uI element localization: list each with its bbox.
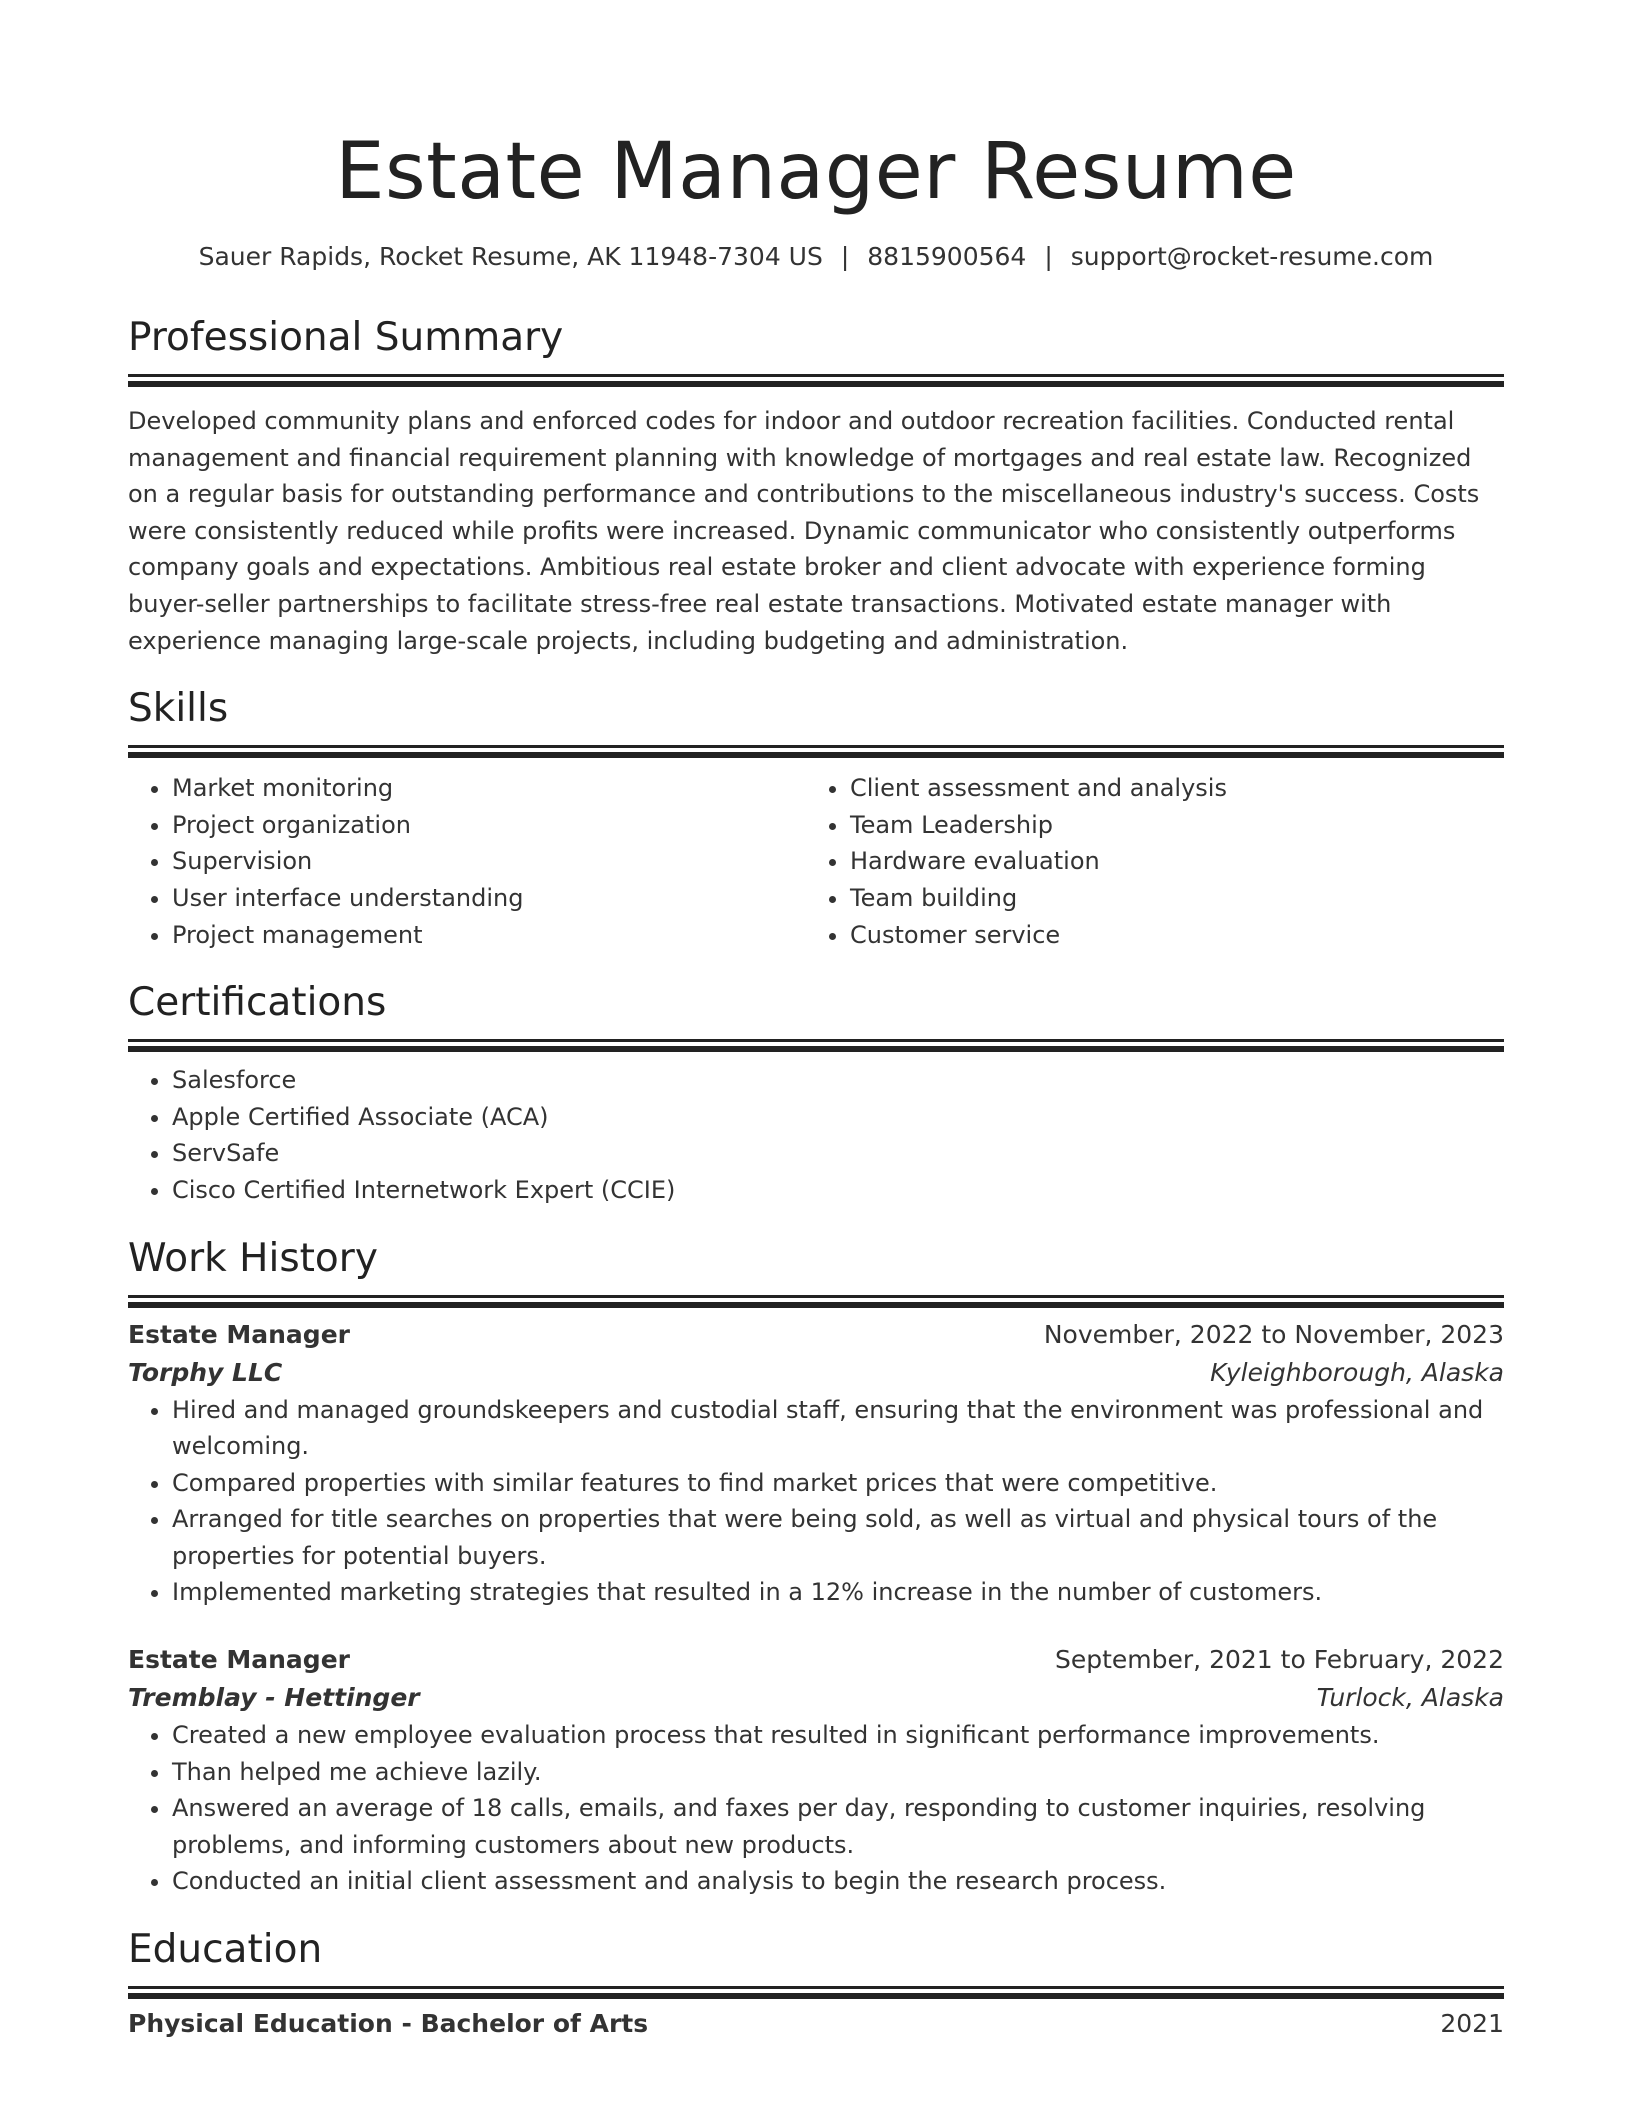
contact-phone: 8815900564 [867, 242, 1027, 271]
job-company: Torphy LLC [128, 1357, 283, 1387]
certification-item: • Salesforce [172, 1062, 1504, 1099]
skill-item: • Hardware evaluation [850, 843, 1484, 880]
job-duty: • Implemented marketing strategies that resulted in a 12% increase in the number of customers. [172, 1574, 1504, 1611]
skills-column-right [806, 770, 1484, 953]
section-title-certifications: Certifications [128, 980, 387, 1026]
section-divider [128, 1986, 1504, 1989]
job-title: Estate Manager [128, 1645, 350, 1675]
job-duties-list [128, 1717, 1504, 1900]
education-entry [128, 2005, 1504, 2043]
skill-item: • Market monitoring [172, 770, 806, 807]
skill-item: • User interface understanding [172, 880, 806, 917]
skills-grid [128, 770, 1504, 953]
section-title-skills: Skills [128, 686, 229, 732]
skills-section [128, 685, 1504, 953]
job-location: Kyleighborough, Alaska [1210, 1357, 1504, 1387]
job-duty: • Created a new employee evaluation process that resulted in significant performance improvements. [172, 1717, 1504, 1754]
education-section [128, 1926, 1504, 2043]
certification-item: • ServSafe [172, 1135, 1504, 1172]
job-dates: September, 2021 to February, 2022 [1055, 1645, 1504, 1675]
job-duties-list [128, 1392, 1504, 1612]
education-year: 2021 [1440, 2009, 1504, 2039]
skill-item: • Project organization [172, 807, 806, 844]
skill-item: • Team Leadership [850, 807, 1484, 844]
job-location: Turlock, Alaska [1316, 1683, 1504, 1713]
job-duty: • Compared properties with similar features to find market prices that were competitive. [172, 1465, 1504, 1502]
contact-email: support@rocket-resume.com [1070, 242, 1434, 271]
section-divider [128, 1039, 1504, 1042]
job-duty: • Hired and managed groundskeepers and custodial staff, ensuring that the environment was professional and welcoming. [172, 1392, 1504, 1465]
job-duty: • Than helped me achieve lazily. [172, 1754, 1504, 1791]
job-company: Tremblay - Hettinger [128, 1683, 420, 1713]
contact-separator: | [840, 242, 850, 271]
skills-column-left [128, 770, 806, 953]
resume-page [128, 0, 1504, 2043]
skill-item: • Supervision [172, 843, 806, 880]
resume-title: Estate Manager Resume [335, 127, 1297, 217]
certification-item: • Apple Certified Associate (ACA) [172, 1099, 1504, 1136]
contact-address: Sauer Rapids, Rocket Resume, AK 11948-7304 US [198, 242, 823, 271]
section-divider [128, 745, 1504, 748]
job-dates: November, 2022 to November, 2023 [1043, 1319, 1504, 1349]
section-title-work-history: Work History [128, 1235, 378, 1281]
skill-item: • Client assessment and analysis [850, 770, 1484, 807]
education-degree: Physical Education - Bachelor of Arts [128, 2009, 649, 2039]
certifications-section [128, 979, 1504, 1208]
work-history-section [128, 1235, 1504, 1901]
summary-text: Developed community plans and enforced codes for indoor and outdoor recreation facilities. Conducted rental management and financial requirement planning with knowledge of mortgages and real estate law. Recognized on a regular basis for outstanding performance and contributions to the miscellaneous industry's success. Costs were consistently reduced while profits were increased. Dynamic communicator who consistently outperforms company goals and expectations. Ambitious real estate broker and client advocate with experience forming buyer-seller partnerships to facilitate stress-free real estate transactions. Motivated estate manager with experience managing large-scale projects, including budgeting and administration. [128, 407, 1480, 655]
section-title-summary: Professional Summary [128, 315, 564, 360]
summary-section [128, 314, 1504, 659]
job-title: Estate Manager [128, 1319, 350, 1349]
certifications-list [128, 1062, 1504, 1208]
job-duty: • Arranged for title searches on properties that were being sold, as well as virtual and physical tours of the properties for potential buyers. [172, 1501, 1504, 1574]
certification-item: • Cisco Certified Internetwork Expert (CCIE) [172, 1172, 1504, 1209]
job-entry [128, 1316, 1504, 1612]
contact-line [128, 240, 1504, 274]
skill-item: • Project management [172, 917, 806, 954]
section-divider [128, 374, 1504, 377]
job-duty: • Answered an average of 18 calls, emails, and faxes per day, responding to customer inquiries, resolving problems, and informing customers about new products. [172, 1790, 1504, 1863]
job-duty: • Conducted an initial client assessment and analysis to begin the research process. [172, 1863, 1504, 1900]
skill-item: • Team building [850, 880, 1484, 917]
skill-item: • Customer service [850, 917, 1484, 954]
contact-separator: | [1044, 242, 1053, 271]
job-entry [128, 1641, 1504, 1900]
section-divider [128, 1295, 1504, 1298]
section-title-education: Education [128, 1927, 323, 1973]
